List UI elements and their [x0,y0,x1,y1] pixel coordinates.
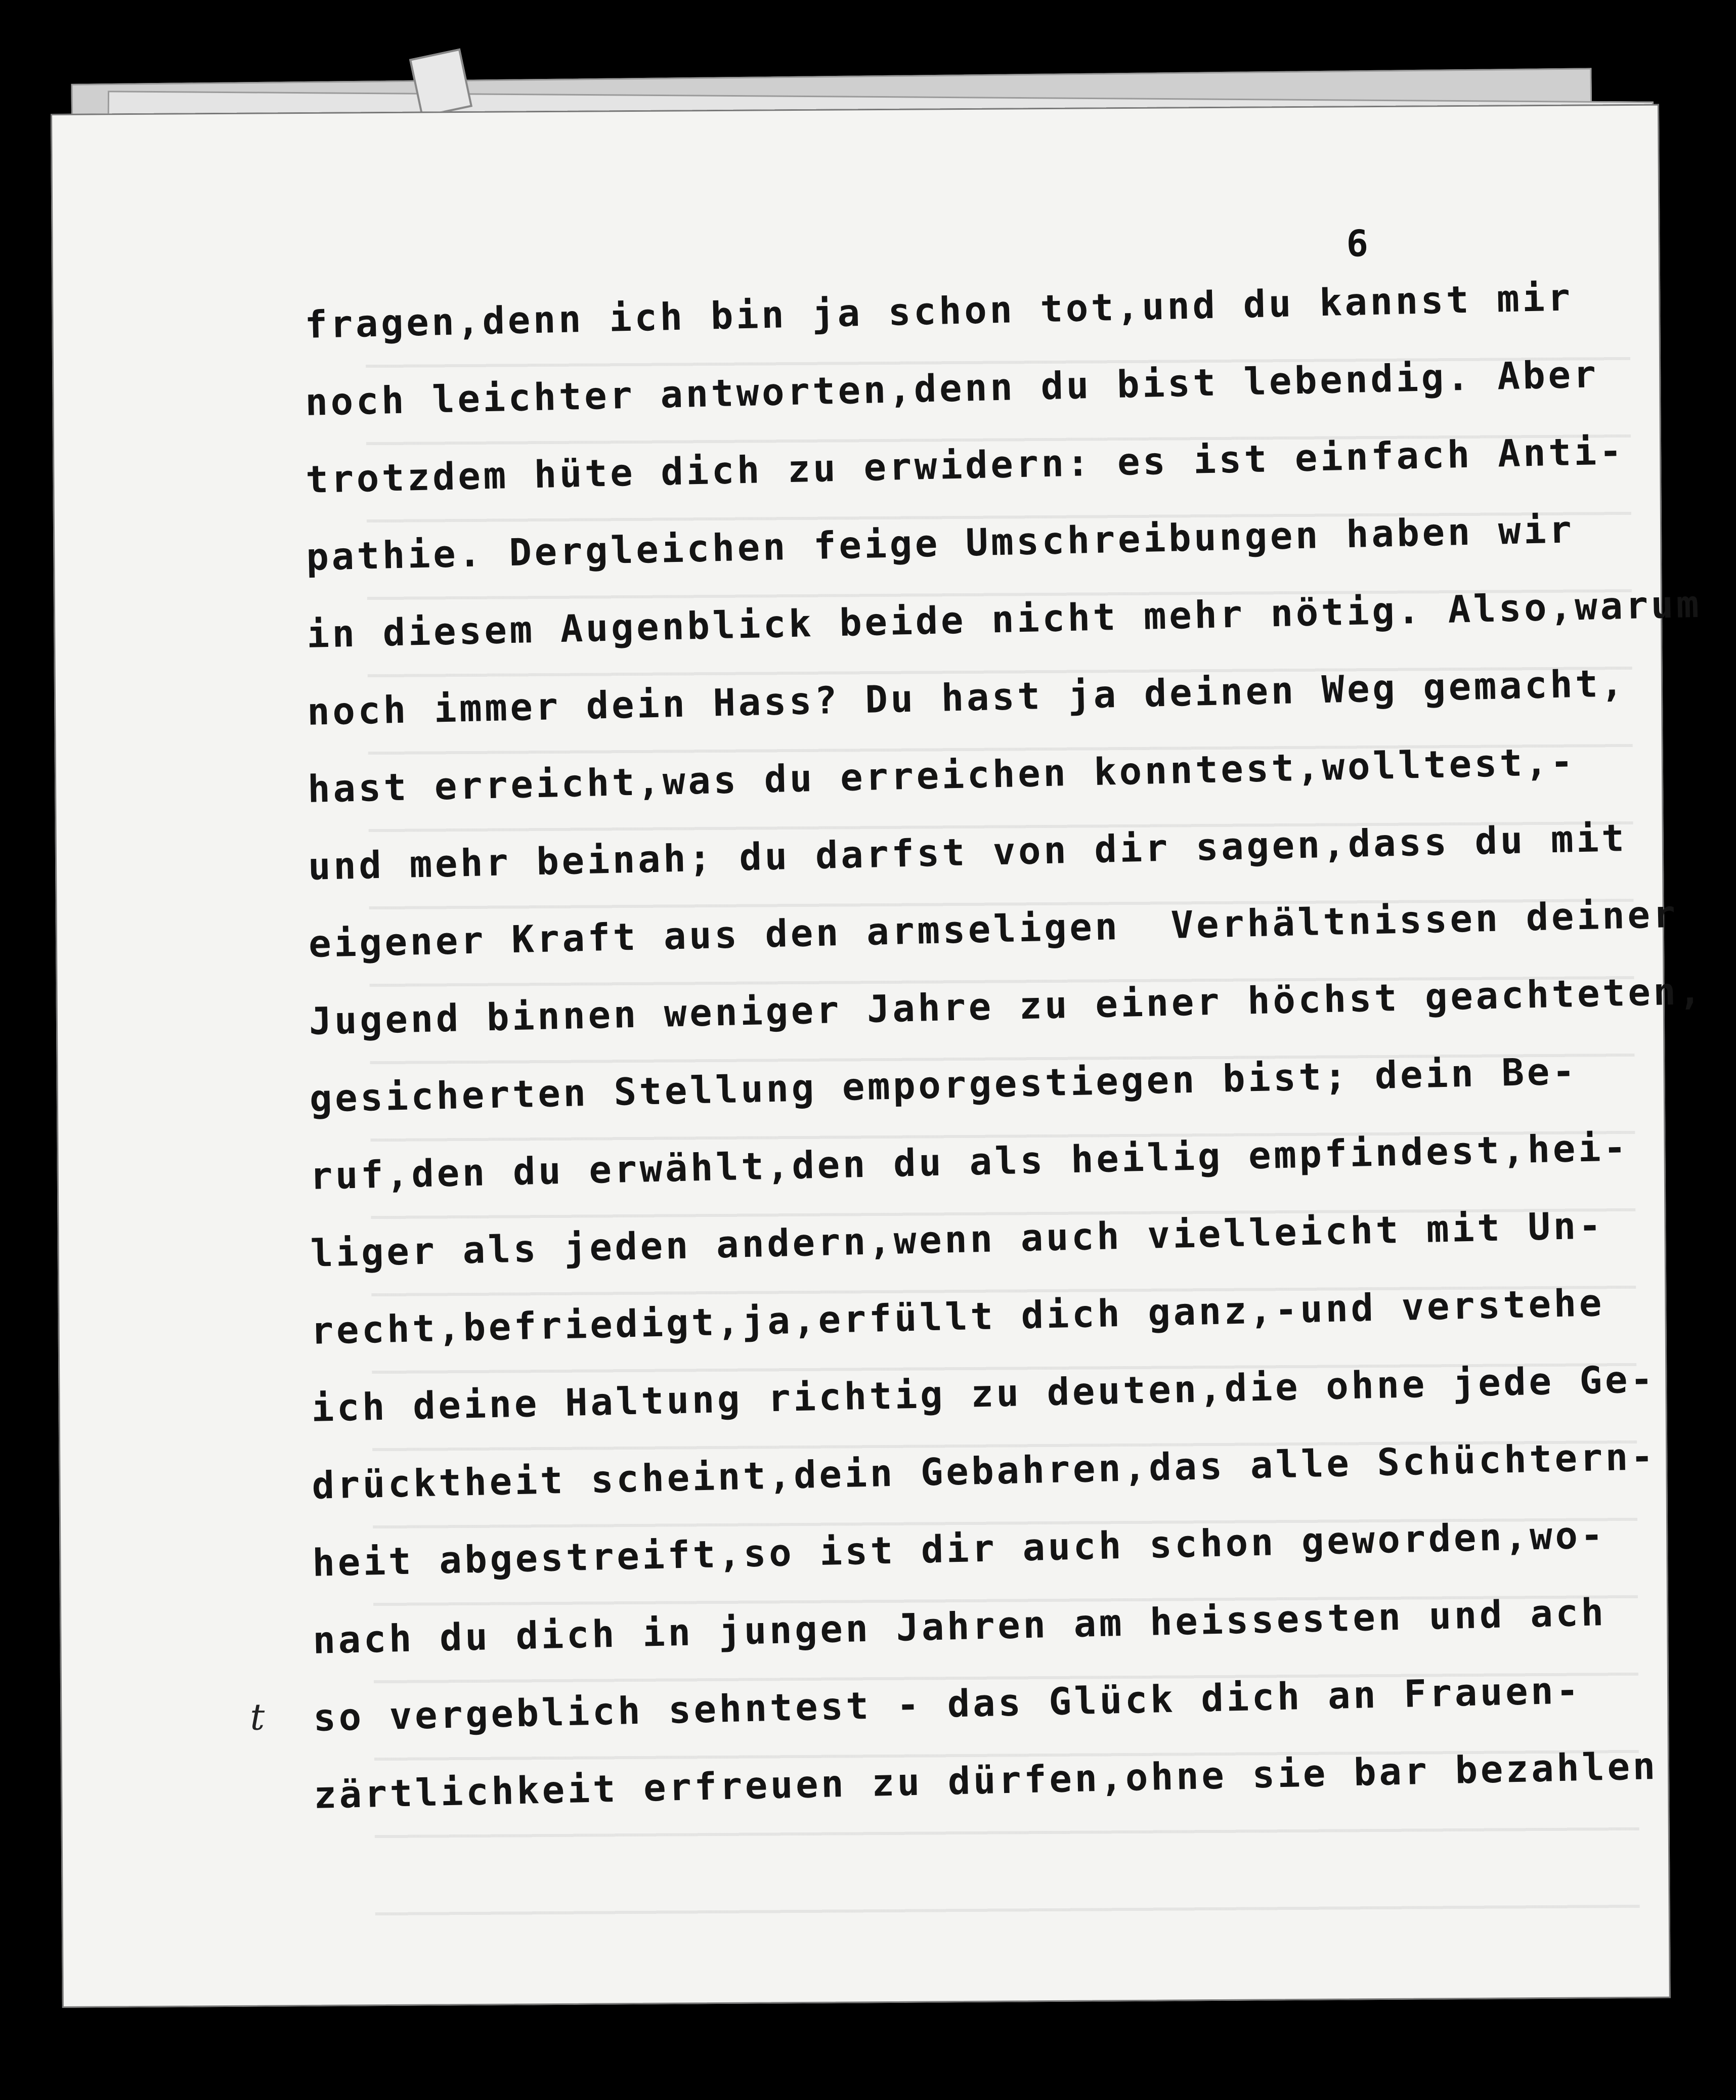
text-line: Jugend binnen weniger Jahre zu einer höchst geachteten, [309,969,1705,1043]
text-line: gesicherten Stellung emporgestiegen bist; dein Be- [309,1049,1578,1121]
typed-text-body [305,278,1736,1834]
margin-mark: t [250,1695,265,1738]
page-number: 6 [1346,222,1369,265]
text-line: hast erreicht,was du erreichen konntest,wolltest,- [307,740,1577,811]
text-line: liger als jeden andern,wenn auch vielleicht mit Un- [310,1204,1604,1276]
text-line: ich deine Haltung richtig zu deuten,die ohne jede Ge- [311,1357,1656,1430]
text-line: eigener Kraft aus den armseligen Verhältnissen deiner [308,892,1679,966]
text-line: nach du dich in jungen Jahren am heissesten und ach [312,1591,1607,1663]
text-line: ruf,den du erwählt,den du als heilig empfindest,hei- [309,1126,1630,1198]
text-line: zärtlichkeit erfreuen zu dürfen,ohne sie bar bezahlen [313,1744,1659,1817]
text-line: trotzdem hüte dich zu erwidern: es ist einfach Anti- [305,429,1625,502]
typewritten-page [51,104,1705,2008]
text-line: und mehr beinah; du darfst von dir sagen,dass du mit [308,816,1628,889]
text-line: heit abgestreift,so ist dir auch schon geworden,wo- [312,1513,1607,1585]
text-line: fragen,denn ich bin ja schon tot,und du kannst mir [304,276,1574,347]
text-line: in diesem Augenblick beide nicht mehr nötig. Also,warum [306,582,1702,657]
text-line: noch immer dein Hass? Du hast ja deinen Weg gemacht, [307,662,1627,734]
text-line: so vergeblich sehntest - das Glück dich an Frauen- [313,1669,1582,1740]
text-line: drücktheit scheint,dein Gebahren,das alle Schüchtern- [311,1434,1657,1508]
text-line: pathie. Dergleichen feige Umschreibungen haben wir [306,508,1575,579]
text-line: recht,befriedigt,ja,erfüllt dich ganz,-und verstehe [310,1281,1605,1353]
text-line: noch leichter antworten,denn du bist lebendig. Aber [305,353,1599,424]
